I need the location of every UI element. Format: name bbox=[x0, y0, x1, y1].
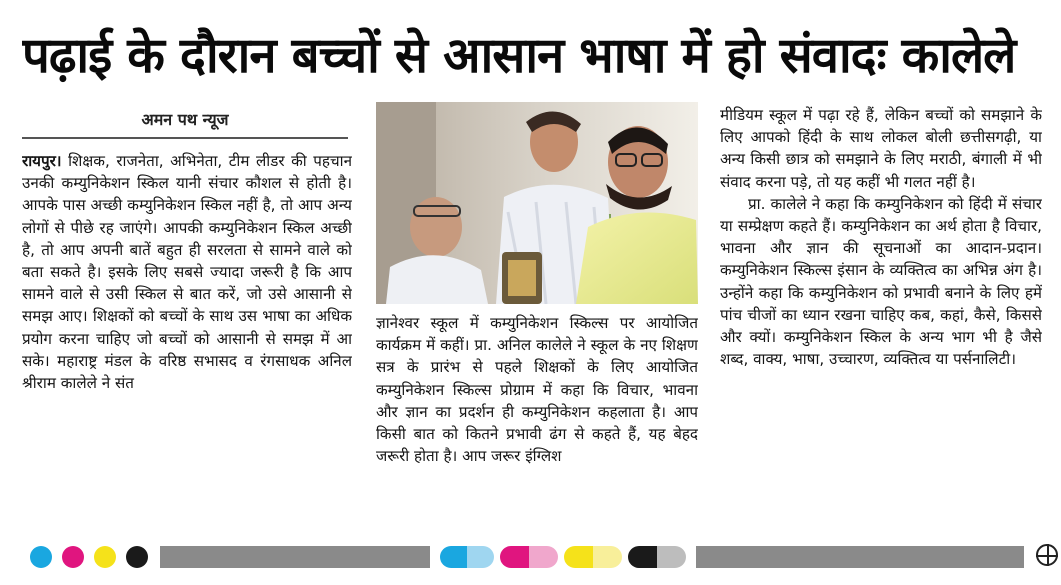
gray-bar-left bbox=[160, 546, 430, 568]
gray-bar-right bbox=[696, 546, 1024, 568]
cyan-dot bbox=[30, 546, 52, 568]
photo-illustration bbox=[376, 102, 698, 304]
black-dot bbox=[126, 546, 148, 568]
byline: अमन पथ न्यूज bbox=[141, 110, 229, 129]
registration-crosshair-icon bbox=[1036, 544, 1058, 566]
dateline: रायपुर। bbox=[22, 152, 62, 170]
article-text-middle: ज्ञानेश्वर स्कूल में कम्युनिकेशन स्किल्स पर आयोजित कार्यक्रम में कहीं। प्रा. अनिल कालेले ने स्कूल के नए शिक्षण सत्र के प्रारंभ से पहले शिक्षकों के लिए आयोजित कम्युनिकेशन स्किल्स प्रोग्राम में कहा कि विचार, भावना और ज्ञान का प्रदर्शन ही कम्युनिकेशन कहलाता है। आप किसी बात को कितने प्रभावी ढंग से कहते हैं, यह बेहद जरूरी होता है। आप जरूर इंग्लिश bbox=[376, 314, 698, 466]
headline: पढ़ाई के दौरान बच्चों से आसान भाषा में हो संवादः कालेले bbox=[22, 27, 1016, 84]
black-pill bbox=[628, 546, 686, 568]
byline-rule bbox=[22, 137, 348, 139]
magenta-dot bbox=[62, 546, 84, 568]
yellow-dot bbox=[94, 546, 116, 568]
cyan-pill bbox=[440, 546, 494, 568]
news-photo bbox=[376, 102, 698, 304]
article-text-right-p1: मीडियम स्कूल में पढ़ा रहे हैं, लेकिन बच्चों को समझाने के लिए आपको हिंदी के साथ लोकल बोली छत्तीसगढ़ी, या अन्य किसी छात्र को समझाने के लिए मराठी, बंगाली में भी संवाद करना पड़े, तो यह कहीं भी गलत नहीं है। bbox=[720, 106, 1042, 191]
article-column-middle bbox=[376, 312, 698, 522]
print-registration-bar bbox=[0, 540, 1061, 576]
magenta-pill bbox=[500, 546, 558, 568]
article-column-left bbox=[22, 150, 352, 522]
article-text-right-p2: प्रा. कालेले ने कहा कि कम्युनिकेशन को हिंदी में संचार या सम्प्रेक्षण कहते हैं। कम्युनिकेशन का अर्थ होता है विचार, भावना और ज्ञान की सूचनाओं का आदान-प्रदान। कम्युनिकेशन स्किल्स इंसान के व्यक्तित्व का अभिन्न अंग है। उन्होंने कहा कि कम्युनिकेशन को प्रभावी बनाने के लिए हमें पांच चीजों का ध्यान रखना चाहिए कब, कहां, कैसे, किससे और क्यों। कम्युनिकेशन स्किल के अन्य भाग भी है जैसे शब्द, वाक्य, भाषा, उच्चारण, व्यक्तित्व या पर्सनालिटी। bbox=[720, 194, 1042, 369]
article-column-right bbox=[720, 104, 1042, 524]
article-text-left: शिक्षक, राजनेता, अभिनेता, टीम लीडर की पहचान उनकी कम्युनिकेशन स्किल यानी संचार कौशल से होती है। आपके पास अच्छी कम्युनिकेशन स्किल नहीं है, तो आप अन्य लोगों से पीछे रह जाएंगे। आपकी कम्युनिकेशन स्किल अच्छी है, तो आप अपनी बातें बहुत ही सरलता से सामने वाले को बता सकते है। इसके लिए सबसे ज्यादा जरूरी है कि आप सामने वाले से उसी स्किल से बात करें, जो उसे आसानी से समझ आए। शिक्षकों को बच्चों के साथ उस भाषा का अधिक प्रयोग करना चाहिए जो बच्चों को आसानी से समझ में आ सके। महाराष्ट्र मंडल के वरिष्ठ सभासद व रंगसाधक अनिल श्रीराम कालेले ने संत bbox=[22, 152, 352, 393]
yellow-pill bbox=[564, 546, 622, 568]
top-strip bbox=[0, 0, 1061, 10]
